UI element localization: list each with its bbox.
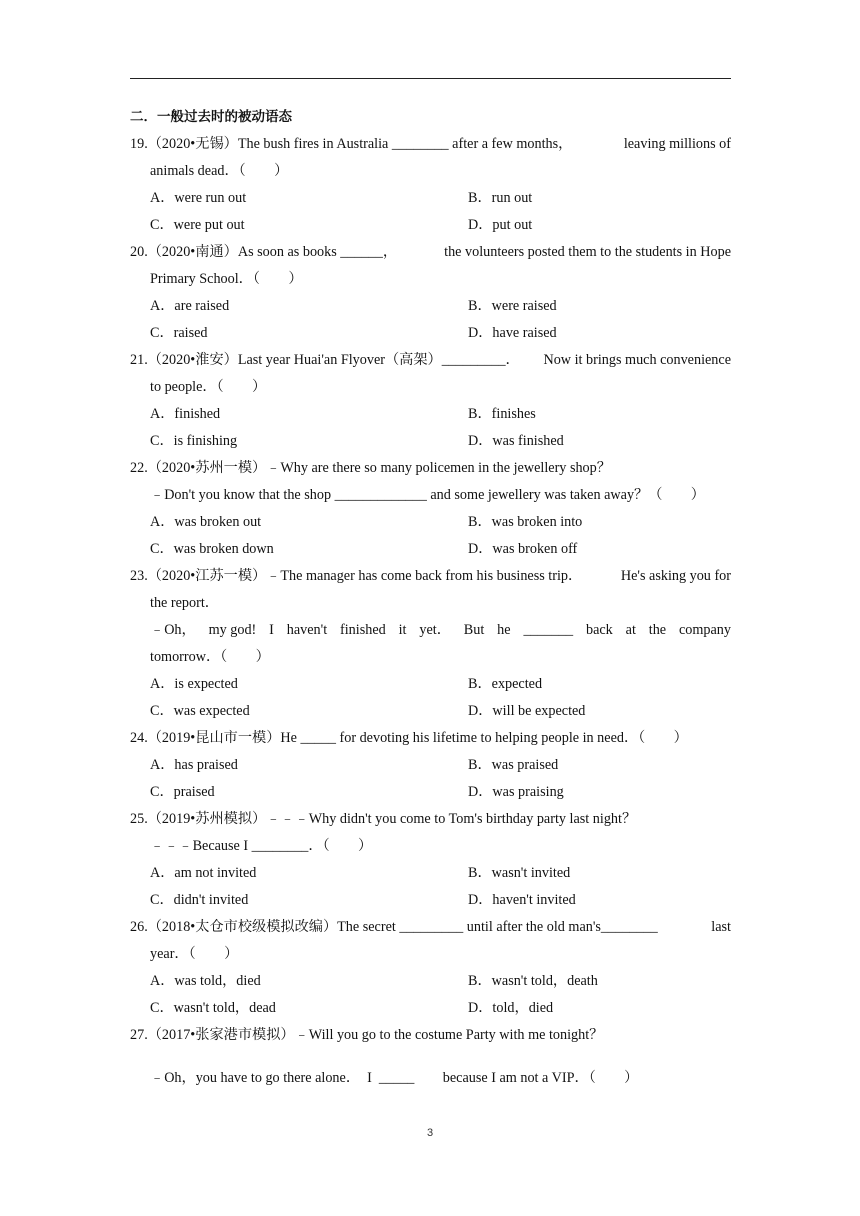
stem-text: year．（ ）: [150, 946, 239, 962]
stem-text: yet．: [419, 622, 451, 638]
answer-option[interactable]: D．have raised: [468, 325, 557, 341]
stem-text: haven't: [286, 622, 328, 638]
answer-option[interactable]: B．was praised: [468, 757, 559, 773]
stem-text: it: [398, 622, 407, 638]
stem-text: He's asking you for: [620, 568, 731, 584]
question-stem-continuation: [130, 833, 731, 860]
question-item: [130, 563, 731, 725]
question-stem: [130, 131, 731, 158]
answer-option[interactable]: B．run out: [468, 190, 533, 206]
answer-option[interactable]: D．put out: [468, 217, 533, 233]
stem-text: 22.（2020•苏州一模）﹣Why are there so many policemen in the jewellery shop？: [130, 460, 611, 476]
question-stem: [130, 347, 731, 374]
stem-text: company: [678, 622, 731, 638]
answer-option[interactable]: A．am not invited: [150, 865, 257, 881]
answer-options: [130, 509, 731, 563]
question-item: [130, 806, 731, 914]
answer-option[interactable]: C．is finishing: [150, 433, 238, 449]
answer-option[interactable]: B．wasn't told，death: [468, 973, 598, 989]
stem-text: animals dead．（ ）: [150, 163, 289, 179]
question-stem: [130, 563, 731, 590]
answer-options: [130, 752, 731, 806]
answer-options: [130, 671, 731, 725]
question-item: [130, 914, 731, 1022]
question-stem: [130, 1022, 731, 1049]
question-stem: [130, 806, 731, 833]
stem-text: tomorrow．（ ）: [150, 649, 270, 665]
answer-option[interactable]: D．will be expected: [468, 703, 586, 719]
stem-text: ﹣Oh，: [150, 622, 196, 638]
question-stem-continuation: [130, 266, 731, 293]
answer-option[interactable]: D．was broken off: [468, 541, 578, 557]
stem-text: 27.（2017•张家港市模拟）﹣Will you go to the costume Party with me tonight？: [130, 1027, 604, 1043]
answer-option[interactable]: D．haven't invited: [468, 892, 576, 908]
answer-option[interactable]: C．didn't invited: [150, 892, 249, 908]
stem-text: the volunteers posted them to the students in Hope: [444, 244, 731, 260]
stem-text: leaving millions of: [623, 136, 731, 152]
answer-option[interactable]: C．were put out: [150, 217, 245, 233]
answer-option[interactable]: D．was praising: [468, 784, 564, 800]
answer-option[interactable]: A．were run out: [150, 190, 247, 206]
spacer: [130, 1049, 731, 1065]
question-stem: [130, 455, 731, 482]
stem-text: _______: [523, 622, 574, 638]
stem-text: ﹣﹣﹣Because I ________．（ ）: [150, 838, 373, 854]
question-item: [130, 131, 731, 239]
section-title: 二．一般过去时的被动语态: [130, 109, 292, 125]
stem-text: the: [648, 622, 667, 638]
question-27-answer-line: ﹣Oh，you have to go there alone． I _____ because I am not a VIP．（ ）: [150, 1070, 639, 1086]
question-item: [130, 347, 731, 455]
stem-text: back: [585, 622, 613, 638]
answer-option[interactable]: B．expected: [468, 676, 543, 692]
question-stem-continuation: [130, 644, 731, 671]
question-stem: [130, 239, 731, 266]
question-item: [130, 1022, 731, 1049]
stem-text: 26.（2018•太仓市校级模拟改编）The secret _________ until after the old man's________: [130, 919, 658, 935]
question-stem-continuation: [130, 158, 731, 185]
answer-option[interactable]: A．are raised: [150, 298, 230, 314]
stem-text: But: [463, 622, 485, 638]
question-item: [130, 725, 731, 806]
question-list: [130, 131, 731, 1049]
answer-option[interactable]: B．were raised: [468, 298, 557, 314]
answer-option[interactable]: B．wasn't invited: [468, 865, 571, 881]
answer-options: [130, 401, 731, 455]
answer-option[interactable]: A．has praised: [150, 757, 238, 773]
stem-text: Primary School．（ ）: [150, 271, 303, 287]
stem-text: 20.（2020•南通）As soon as books ______，: [130, 244, 398, 260]
answer-option[interactable]: C．praised: [150, 784, 215, 800]
answer-option[interactable]: C．was broken down: [150, 541, 274, 557]
stem-text: 19.（2020•无锡）The bush fires in Australia ________ after a few months，: [130, 136, 573, 152]
answer-option[interactable]: A．was broken out: [150, 514, 262, 530]
answer-option[interactable]: A．finished: [150, 406, 221, 422]
answer-options: [130, 860, 731, 914]
question-stem-continuation: [130, 617, 731, 644]
stem-text: I: [269, 622, 274, 638]
answer-option[interactable]: B．was broken into: [468, 514, 583, 530]
question-item: [130, 455, 731, 563]
page-number: 3: [426, 1127, 434, 1139]
answer-options: [130, 968, 731, 1022]
answer-option[interactable]: A．was told，died: [150, 973, 261, 989]
answer-option[interactable]: A．is expected: [150, 676, 238, 692]
stem-text: 23.（2020•江苏一模）﹣The manager has come back from his business trip．: [130, 568, 583, 584]
stem-text: to people．（ ）: [150, 379, 267, 395]
answer-option[interactable]: D．was finished: [468, 433, 564, 449]
question-stem-continuation: [130, 482, 731, 509]
stem-text: Now it brings much convenience: [543, 352, 731, 368]
stem-text: at: [625, 622, 636, 638]
page-content: [130, 104, 731, 1092]
question-stem-continuation: [130, 941, 731, 968]
stem-text: 25.（2019•苏州模拟）﹣﹣﹣Why didn't you come to Tom's birthday party last night？: [130, 811, 637, 827]
question-stem-continuation: [130, 590, 731, 617]
stem-text: he: [497, 622, 511, 638]
stem-text: 21.（2020•淮安）Last year Huai'an Flyover（高架）_________．: [130, 352, 520, 368]
answer-option[interactable]: B．finishes: [468, 406, 536, 422]
stem-text: last: [711, 919, 731, 935]
stem-text: 24.（2019•昆山市一模）He _____ for devoting his lifetime to helping people in need．（ ）: [130, 730, 688, 746]
answer-option[interactable]: D．told，died: [468, 1000, 554, 1016]
question-stem-continuation: [130, 374, 731, 401]
answer-options: [130, 185, 731, 239]
stem-text: my god!: [208, 622, 257, 638]
answer-option[interactable]: C．wasn't told，dead: [150, 1000, 276, 1016]
answer-option[interactable]: C．raised: [150, 325, 208, 341]
question-stem: [130, 914, 731, 941]
stem-text: the report．: [150, 595, 219, 611]
stem-text: finished: [340, 622, 386, 638]
stem-text: ﹣Don't you know that the shop _____________ and some jewellery was taken away？（ ）: [150, 487, 705, 503]
answer-options: [130, 293, 731, 347]
question-stem: [130, 725, 731, 752]
header-rule: [130, 78, 731, 79]
question-item: [130, 239, 731, 347]
answer-option[interactable]: C．was expected: [150, 703, 250, 719]
